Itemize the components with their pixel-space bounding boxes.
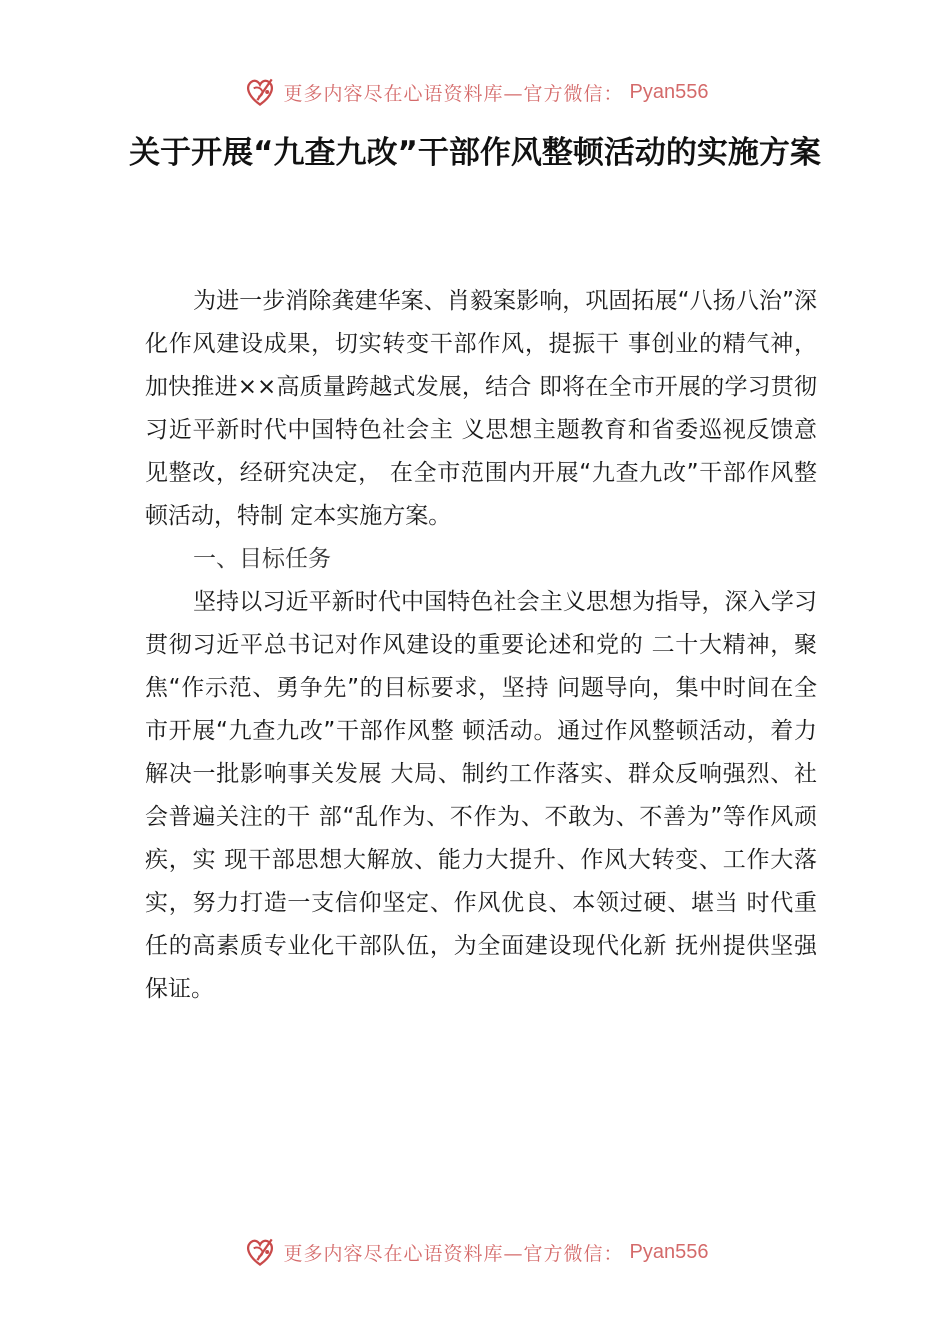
heart-pen-logo-icon xyxy=(242,1234,278,1270)
section-heading: 一、目标任务 xyxy=(193,546,331,572)
goal-paragraph: 坚持以习近平新时代中国特色社会主义思想为指导，深入学习贯彻习近平总书记对作风建设的重要论述和党的 二十大精神，聚焦“作示范、勇争先”的目标要求，坚持 问题导向，集中时间在全市开展“九查九改”干部作风整 顿活动。通过作风整顿活动，着力解决一批影响事关发展 大局、制约工作落实、群众反响强烈、社会普遍关注的干 部“乱作为、不作为、不敢为、不善为”等作风顽疾，实 现干部思想大解放、能力大提升、作风大转变、工作大落 实，努力打造一支信仰坚定、作风优良、本领过硬、堪当 时代重任的高素质专业化干部队伍，为全面建设现代化新 抚州提供坚强保证。 xyxy=(145,589,817,1002)
intro-paragraph: 为进一步消除龚建华案、肖毅案影响，巩固拓展“八扬八治”深化作风建设成果，切实转变干部作风，提振干 事创业的精气神，加快推进××高质量跨越式发展，结合 即将在全市开展的学习贯彻习近平新时代中国特色社会主 义思想主题教育和省委巡视反馈意见整改，经研究决定， 在全市范围内开展“九查九改”干部作风整顿活动，特制 定本实施方案。 xyxy=(145,288,817,529)
document-title: 关于开展“九查九改”干部作风整顿活动的实施方案 xyxy=(129,135,821,171)
document-body xyxy=(145,280,817,1011)
watermark-banner-top xyxy=(0,72,950,112)
watermark-text: 更多内容尽在心语资料库—官方微信： xyxy=(283,82,624,105)
watermark-text: 更多内容尽在心语资料库—官方微信： xyxy=(283,1242,624,1265)
watermark-banner-bottom xyxy=(0,1232,950,1272)
watermark-wechat-id: Pyan556 xyxy=(629,80,709,103)
heart-pen-logo-icon xyxy=(242,74,278,110)
watermark-wechat-id: Pyan556 xyxy=(629,1240,709,1263)
